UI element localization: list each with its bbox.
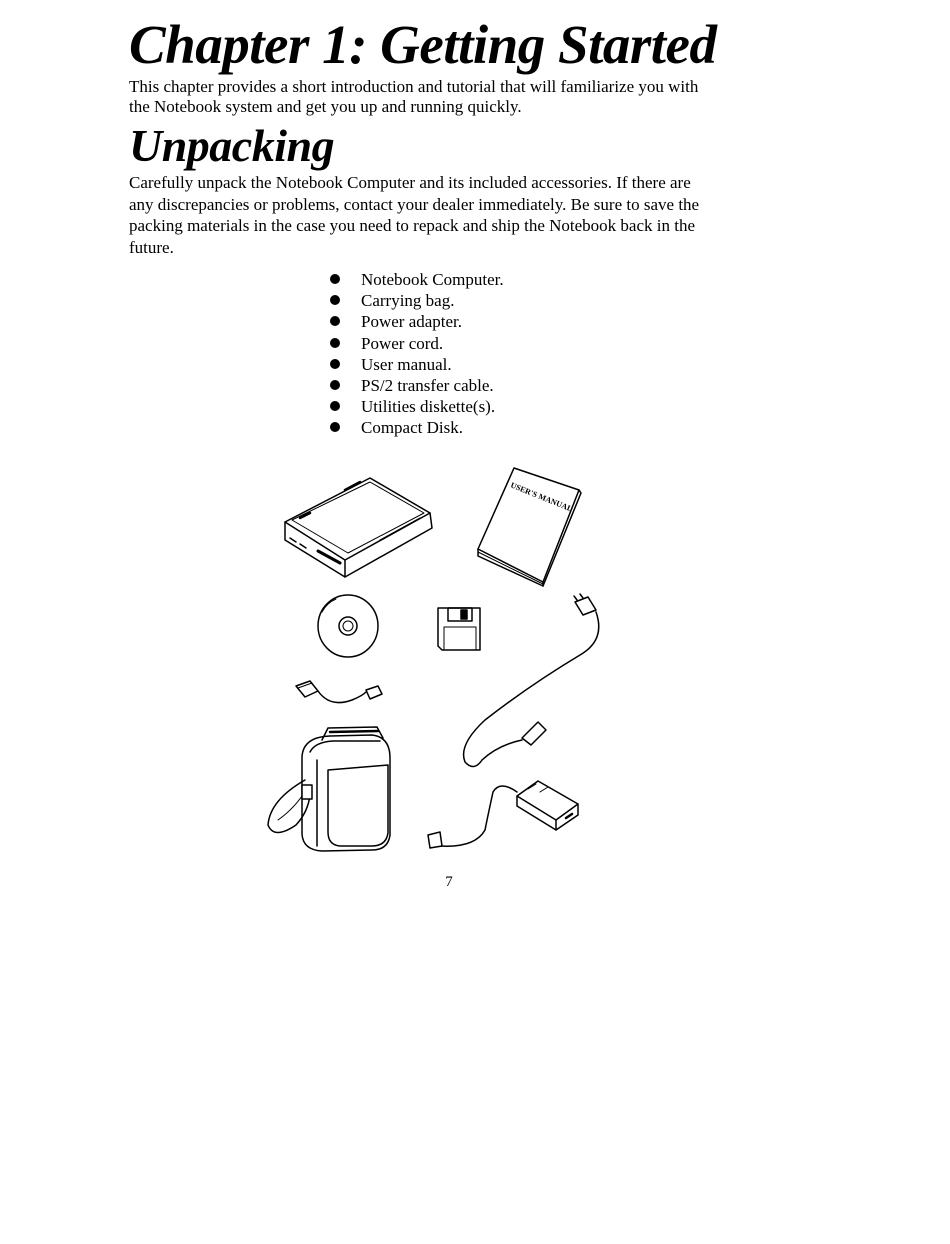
user-manual-icon	[478, 468, 581, 586]
list-item: User manual.	[330, 354, 504, 375]
section-title: Unpacking	[129, 120, 335, 171]
ps2-transfer-cable-icon	[296, 681, 382, 703]
bullet-icon	[330, 359, 340, 369]
compact-disk-icon	[318, 595, 378, 657]
utilities-diskette-icon	[438, 608, 480, 650]
list-item: Power cord.	[330, 333, 504, 354]
bullet-icon	[330, 401, 340, 411]
intro-paragraph: This chapter provides a short introduction and tutorial that will familiarize you with the Notebook system and get you up and running quickly.	[129, 77, 699, 116]
manual-cover-label: USER'S MANUAL	[509, 480, 574, 514]
bullet-icon	[330, 295, 340, 305]
list-item: PS/2 transfer cable.	[330, 375, 504, 396]
power-adapter-icon	[428, 781, 578, 848]
list-item: Power adapter.	[330, 311, 504, 332]
chapter-title: Chapter 1: Getting Started	[129, 14, 717, 75]
bullet-icon	[330, 338, 340, 348]
list-item: Carrying bag.	[330, 290, 504, 311]
list-item: Utilities diskette(s).	[330, 396, 504, 417]
bullet-icon	[330, 422, 340, 432]
bullet-icon	[330, 380, 340, 390]
package-contents-illustration	[260, 460, 620, 860]
list-item: Notebook Computer.	[330, 269, 504, 290]
bullet-icon	[330, 274, 340, 284]
bullet-icon	[330, 316, 340, 326]
page-number: 7	[445, 874, 453, 890]
list-item: Compact Disk.	[330, 417, 504, 438]
package-contents-list	[330, 269, 504, 439]
unpacking-paragraph: Carefully unpack the Notebook Computer and its included accessories. If there are any discrepancies or problems, contact your dealer immediately. Be sure to save the packing materials in the case you need to repack and ship the Notebook back in the future.	[129, 173, 700, 257]
notebook-computer-icon	[285, 478, 432, 577]
power-cord-icon	[464, 594, 599, 767]
carrying-bag-icon	[268, 727, 390, 851]
